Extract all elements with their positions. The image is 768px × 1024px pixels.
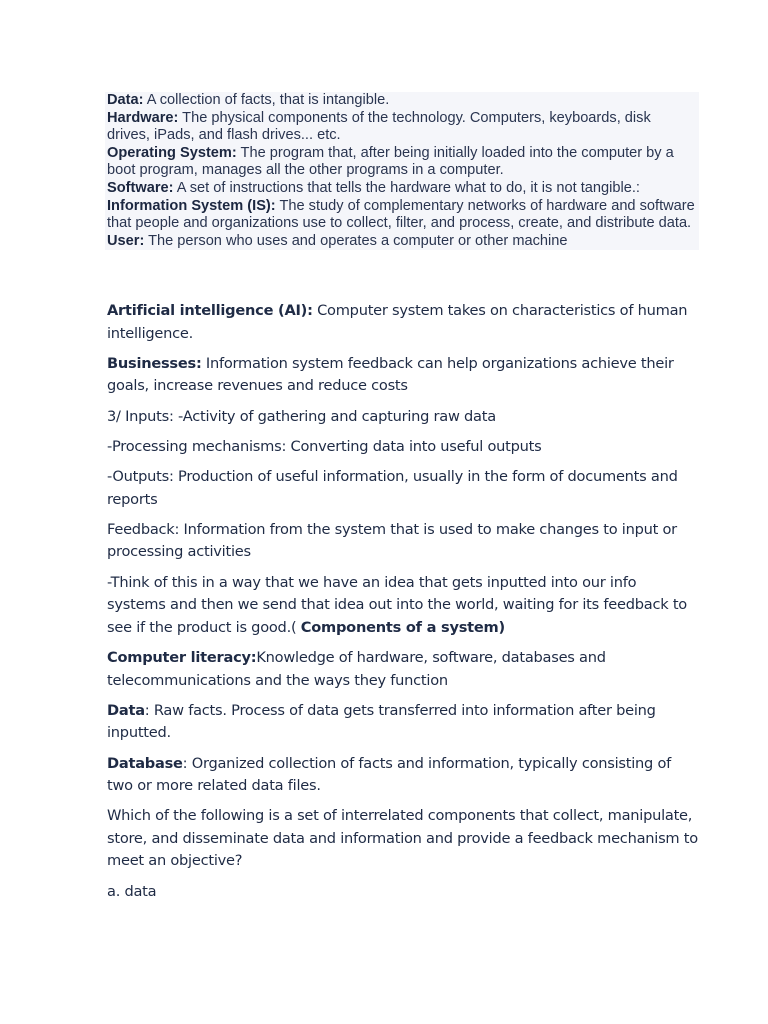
glossary-item-operating-system xyxy=(107,145,695,180)
note-ai xyxy=(107,300,699,345)
note-term: Data xyxy=(107,701,145,719)
note-data xyxy=(107,700,699,745)
note-text: Knowledge of hardware, software, databases and telecommunications and the ways they function xyxy=(107,649,606,689)
note-businesses xyxy=(107,353,699,398)
note-term: Computer literacy: xyxy=(107,649,257,667)
glossary-item-information-system xyxy=(107,198,695,233)
glossary-definition: The person who uses and operates a computer or other machine xyxy=(144,232,568,249)
note-text: Information system feedback can help organizations achieve their goals, increase revenues and reduce costs xyxy=(107,354,674,395)
glossary-term: Hardware: xyxy=(107,109,179,126)
glossary-term: Information System (IS): xyxy=(107,197,276,214)
glossary-block xyxy=(105,92,699,250)
note-bold-phrase: Components of a system) xyxy=(300,618,505,636)
note-term: Artificial intelligence (AI): xyxy=(107,302,313,319)
note-inputs: 3/ Inputs: -Activity of gathering and capturing raw data xyxy=(107,407,496,425)
note-feedback: Feedback: Information from the system that is used to make changes to input or processing activities xyxy=(107,520,677,561)
glossary-definition: A set of instructions that tells the hardware what to do, it is not tangible.: xyxy=(173,179,640,196)
answer-option-a: a. data xyxy=(107,882,157,900)
glossary-item-data xyxy=(107,92,695,110)
glossary-term: Operating System: xyxy=(107,144,237,161)
glossary-term: Data: xyxy=(107,92,144,108)
note-text: -Think of this in a way that we have an idea that gets inputted into our info systems and then we send that idea out into the world, waiting for its feedback to see if the product is good.( xyxy=(107,573,687,636)
note-text: Computer system takes on characteristics of human intelligence. xyxy=(107,302,688,342)
note-outputs: -Outputs: Production of useful information, usually in the form of documents and reports xyxy=(107,468,678,508)
notes-body xyxy=(107,300,699,911)
glossary-item-software xyxy=(107,180,695,198)
question-text: Which of the following is a set of interrelated components that collect, manipulate, store, and disseminate data and information and provide a feedback mechanism to meet an objective? xyxy=(107,807,698,870)
glossary-definition: The program that, after being initially loaded into the computer by a boot program, manages all the other programs in a computer. xyxy=(107,144,674,179)
note-computer-literacy xyxy=(107,647,699,692)
glossary-definition: The study of complementary networks of hardware and software that people and organizations use to collect, filter, and process, create, and distribute data. xyxy=(107,197,695,232)
note-term: Database xyxy=(107,754,183,772)
note-text: : Organized collection of facts and information, typically consisting of two or more related data files. xyxy=(107,754,672,795)
note-processing: -Processing mechanisms: Converting data into useful outputs xyxy=(107,437,542,455)
glossary-definition: A collection of facts, that is intangible. xyxy=(143,92,390,108)
glossary-item-user xyxy=(107,233,695,251)
note-think xyxy=(107,572,699,640)
glossary-item-hardware xyxy=(107,110,695,145)
glossary-term: Software: xyxy=(107,179,174,196)
note-term: Businesses: xyxy=(107,354,202,372)
glossary-definition: The physical components of the technology. Computers, keyboards, disk drives, iPads, and flash drives... etc. xyxy=(107,109,651,144)
note-text: : Raw facts. Process of data gets transferred into information after being inputted. xyxy=(107,701,656,742)
glossary-term: User: xyxy=(107,232,145,249)
note-database xyxy=(107,753,699,798)
